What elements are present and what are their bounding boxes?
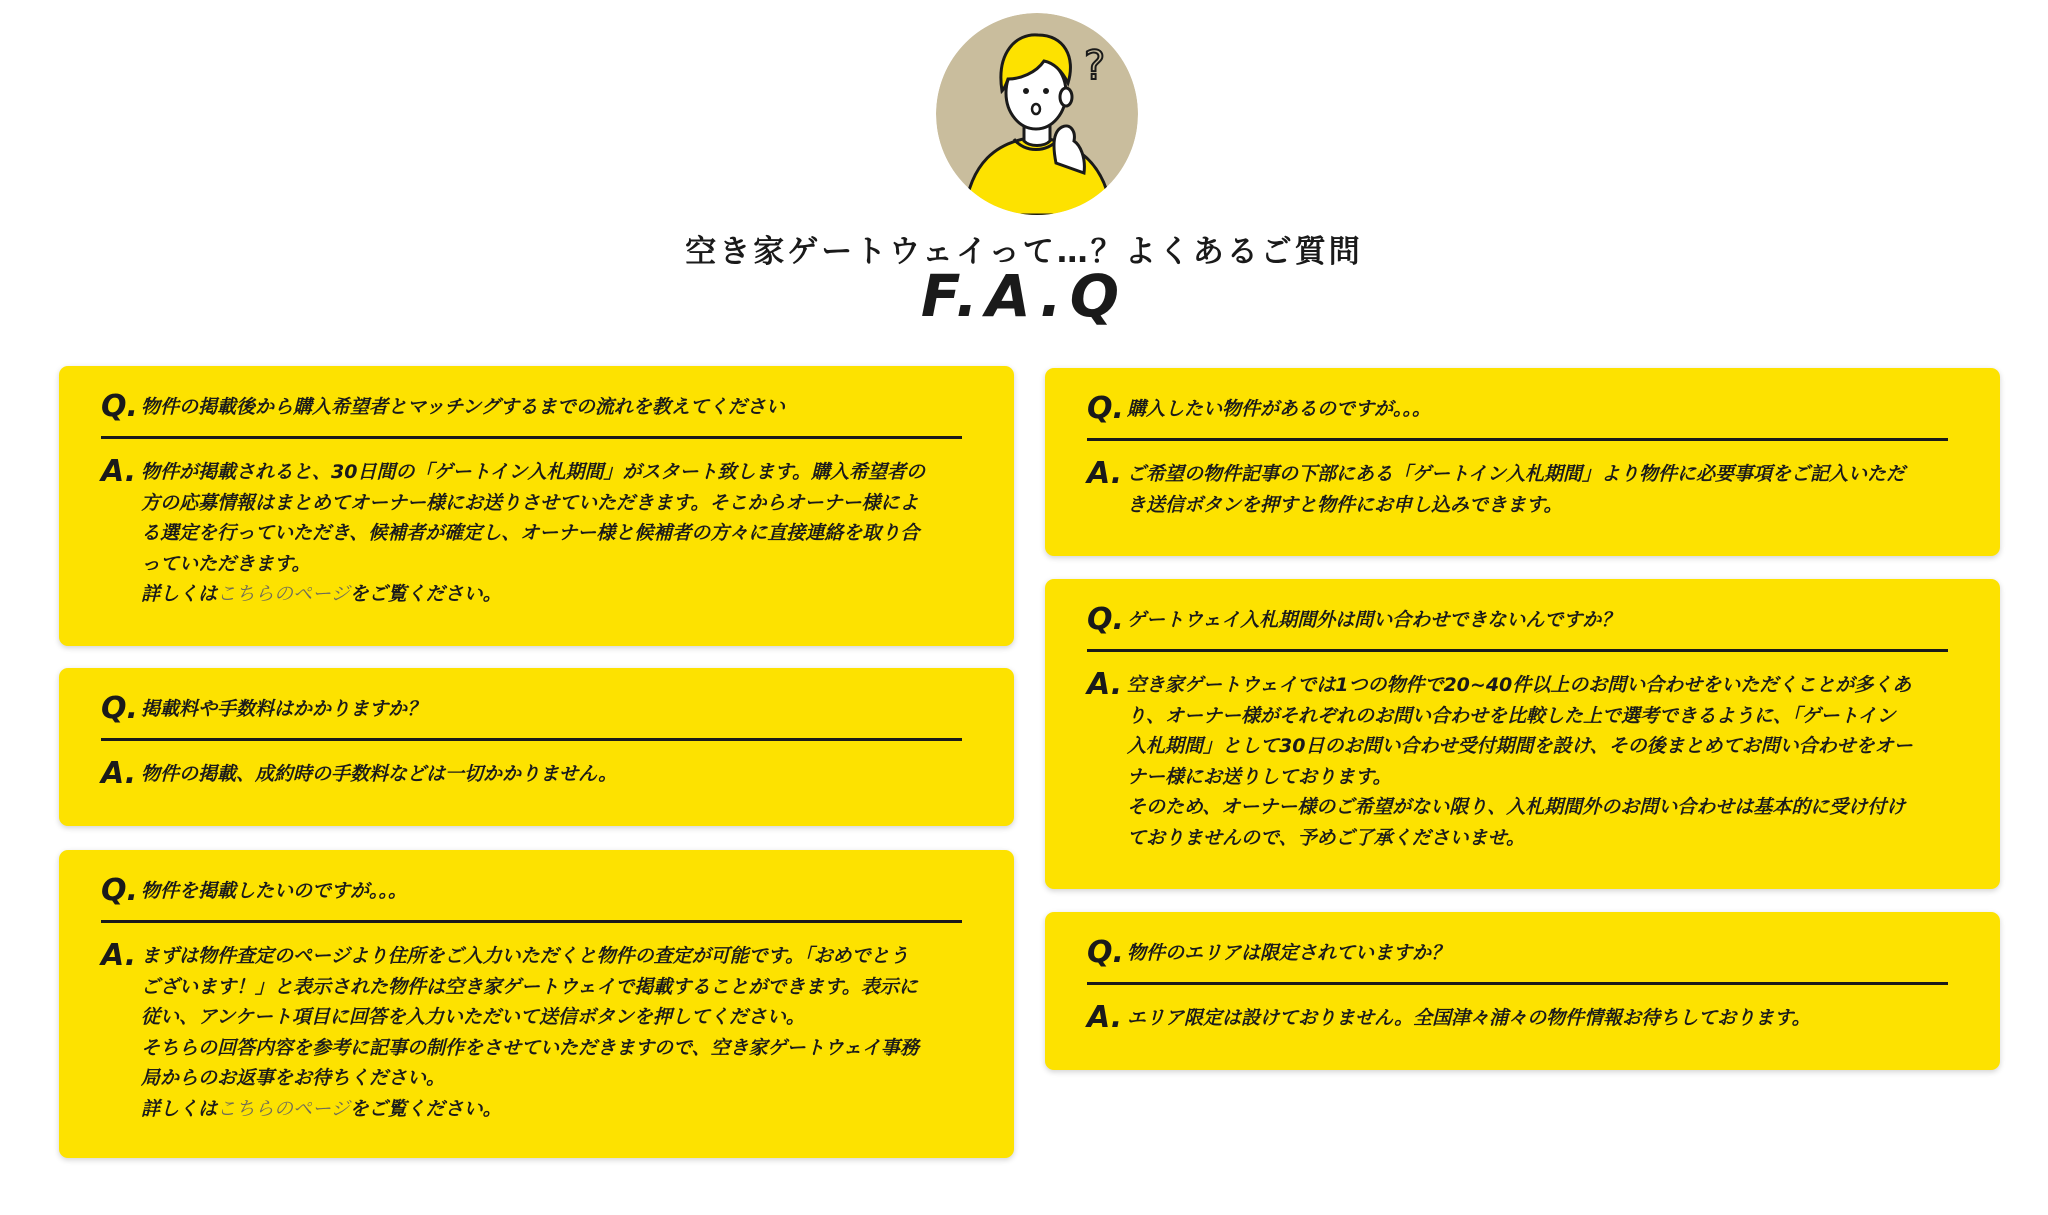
question-mark-label: Q. <box>1087 935 1124 970</box>
answer-line: ございます！」と表示された物件は空き家ゲートウェイで掲載することができます。表示に <box>141 975 918 998</box>
faq-question: 物件のエリアは限定されていますか？ <box>1127 942 1451 964</box>
faq-question: ゲートウェイ入札期間外は問い合わせできないんですか？ <box>1127 609 1621 631</box>
faq-question: 物件を掲載したいのですが。。。 <box>141 880 408 902</box>
answer-line: ナー様にお送りしております。 <box>1127 765 1392 788</box>
faq-question-row <box>101 873 962 923</box>
answer-line: ておりませんので、予めご了承くださいませ。 <box>1127 826 1526 849</box>
faq-question-row <box>1087 602 1948 652</box>
faq-answer-row <box>101 923 962 1124</box>
faq-answer-row <box>1087 985 1948 1034</box>
faq-question: 購入したい物件があるのですが。。。 <box>1127 398 1432 420</box>
details-page-link[interactable]: こちらのページ <box>217 1097 350 1120</box>
answer-mark-label: A. <box>1087 456 1123 491</box>
answer-line: る選定を行っていただき、候補者が確定し、オーナー様と候補者の方々に直接連絡を取り合 <box>141 522 920 544</box>
answer-mark-label: A. <box>101 756 137 791</box>
answer-detail-line <box>141 579 925 610</box>
answer-line: 物件の掲載、成約時の手数料などは一切かかりません。 <box>141 763 618 785</box>
answer-line: そのため、オーナー様のご希望がない限り、入札期間外のお問い合わせは基本的に受け付け <box>1127 796 1906 818</box>
faq-card <box>59 366 1014 646</box>
details-page-link[interactable]: こちらのページ <box>217 583 350 605</box>
faq-answer-row <box>1087 652 1948 853</box>
answer-line: そちらの回答内容を参考に記事の制作をさせていただきますので、空き家ゲートウェイ事務 <box>141 1036 919 1059</box>
answer-line: り、オーナー様がそれぞれのお問い合わせを比較した上で選考できるように、「ゲートイン <box>1127 704 1896 727</box>
faq-card <box>59 668 1014 826</box>
answer-mark-label: A. <box>1087 667 1123 702</box>
svg-text:?: ? <box>1084 43 1106 89</box>
answer-line: エリア限定は設けておりません。全国津々浦々の物件情報お待ちしております。 <box>1127 1007 1811 1029</box>
answer-line: 入札期間」として30日のお問い合わせ受付期間を設け、その後まとめてお問い合わせをオー <box>1127 735 1913 757</box>
faq-answer <box>141 941 919 1124</box>
faq-card <box>1045 912 2000 1070</box>
thinking-person-avatar-icon <box>936 13 1138 215</box>
answer-line: 空き家ゲートウェイでは1つの物件で20~40件以上のお問い合わせをいただくことが多くあ <box>1127 674 1912 696</box>
answer-line: 従い、アンケート項目に回答を入力いただいて送信ボタンを押してください。 <box>141 1006 805 1028</box>
detail-prefix: 詳しくは <box>141 583 218 605</box>
faq-answer <box>1127 1003 1811 1034</box>
faq-question-row <box>1087 935 1948 985</box>
faq-question: 掲載料や手数料はかかりますか？ <box>141 698 427 720</box>
answer-line: き送信ボタンを押すと物件にお申し込みできます。 <box>1127 493 1563 516</box>
faq-card <box>1045 579 2000 889</box>
faq-answer <box>1127 459 1905 520</box>
answer-detail-line <box>141 1094 919 1125</box>
question-mark-label: Q. <box>1087 391 1124 426</box>
answer-mark-label: A. <box>1087 1000 1123 1035</box>
page-title: F.A.Q <box>920 262 1128 330</box>
detail-prefix: 詳しくは <box>141 1097 218 1120</box>
question-mark-label: Q. <box>101 691 138 726</box>
faq-answer-row <box>101 741 962 790</box>
answer-line: 物件が掲載されると、30日間の「ゲートイン入札期間」がスタート致します。購入希望者の <box>141 461 925 483</box>
detail-suffix: をご覧ください。 <box>349 1097 502 1120</box>
answer-line: 方の応募情報はまとめてオーナー様にお送りさせていただきます。そこからオーナー様によ <box>141 491 919 514</box>
answer-line: 局からのお返事をお待ちください。 <box>141 1067 446 1089</box>
page-subtitle: 空き家ゲートウェイって…？よくあるご質問 <box>685 234 1363 270</box>
detail-suffix: をご覧ください。 <box>349 583 502 605</box>
question-mark-label: Q. <box>101 873 138 908</box>
faq-question-row <box>101 389 962 439</box>
faq-answer <box>1127 670 1913 853</box>
faq-answer-row <box>101 439 962 610</box>
faq-answer <box>141 759 617 790</box>
question-mark-label: Q. <box>1087 602 1124 637</box>
answer-line: っていただきます。 <box>141 552 311 575</box>
faq-answer-row <box>1087 441 1948 520</box>
faq-question-row <box>101 691 962 741</box>
question-mark-label: Q. <box>101 389 138 424</box>
answer-line: ご希望の物件記事の下部にある「ゲートイン入札期間」より物件に必要事項をご記入いただ <box>1127 463 1906 485</box>
answer-mark-label: A. <box>101 938 137 973</box>
answer-mark-label: A. <box>101 454 137 489</box>
faq-answer <box>141 457 925 610</box>
faq-card <box>59 850 1014 1158</box>
faq-question: 物件の掲載後から購入希望者とマッチングするまでの流れを教えてください <box>141 396 785 418</box>
faq-question-row <box>1087 391 1948 441</box>
answer-line: まずは物件査定のページより住所をご入力いただくと物件の査定が可能です。「おめでとう <box>141 945 909 967</box>
faq-card <box>1045 368 2000 556</box>
